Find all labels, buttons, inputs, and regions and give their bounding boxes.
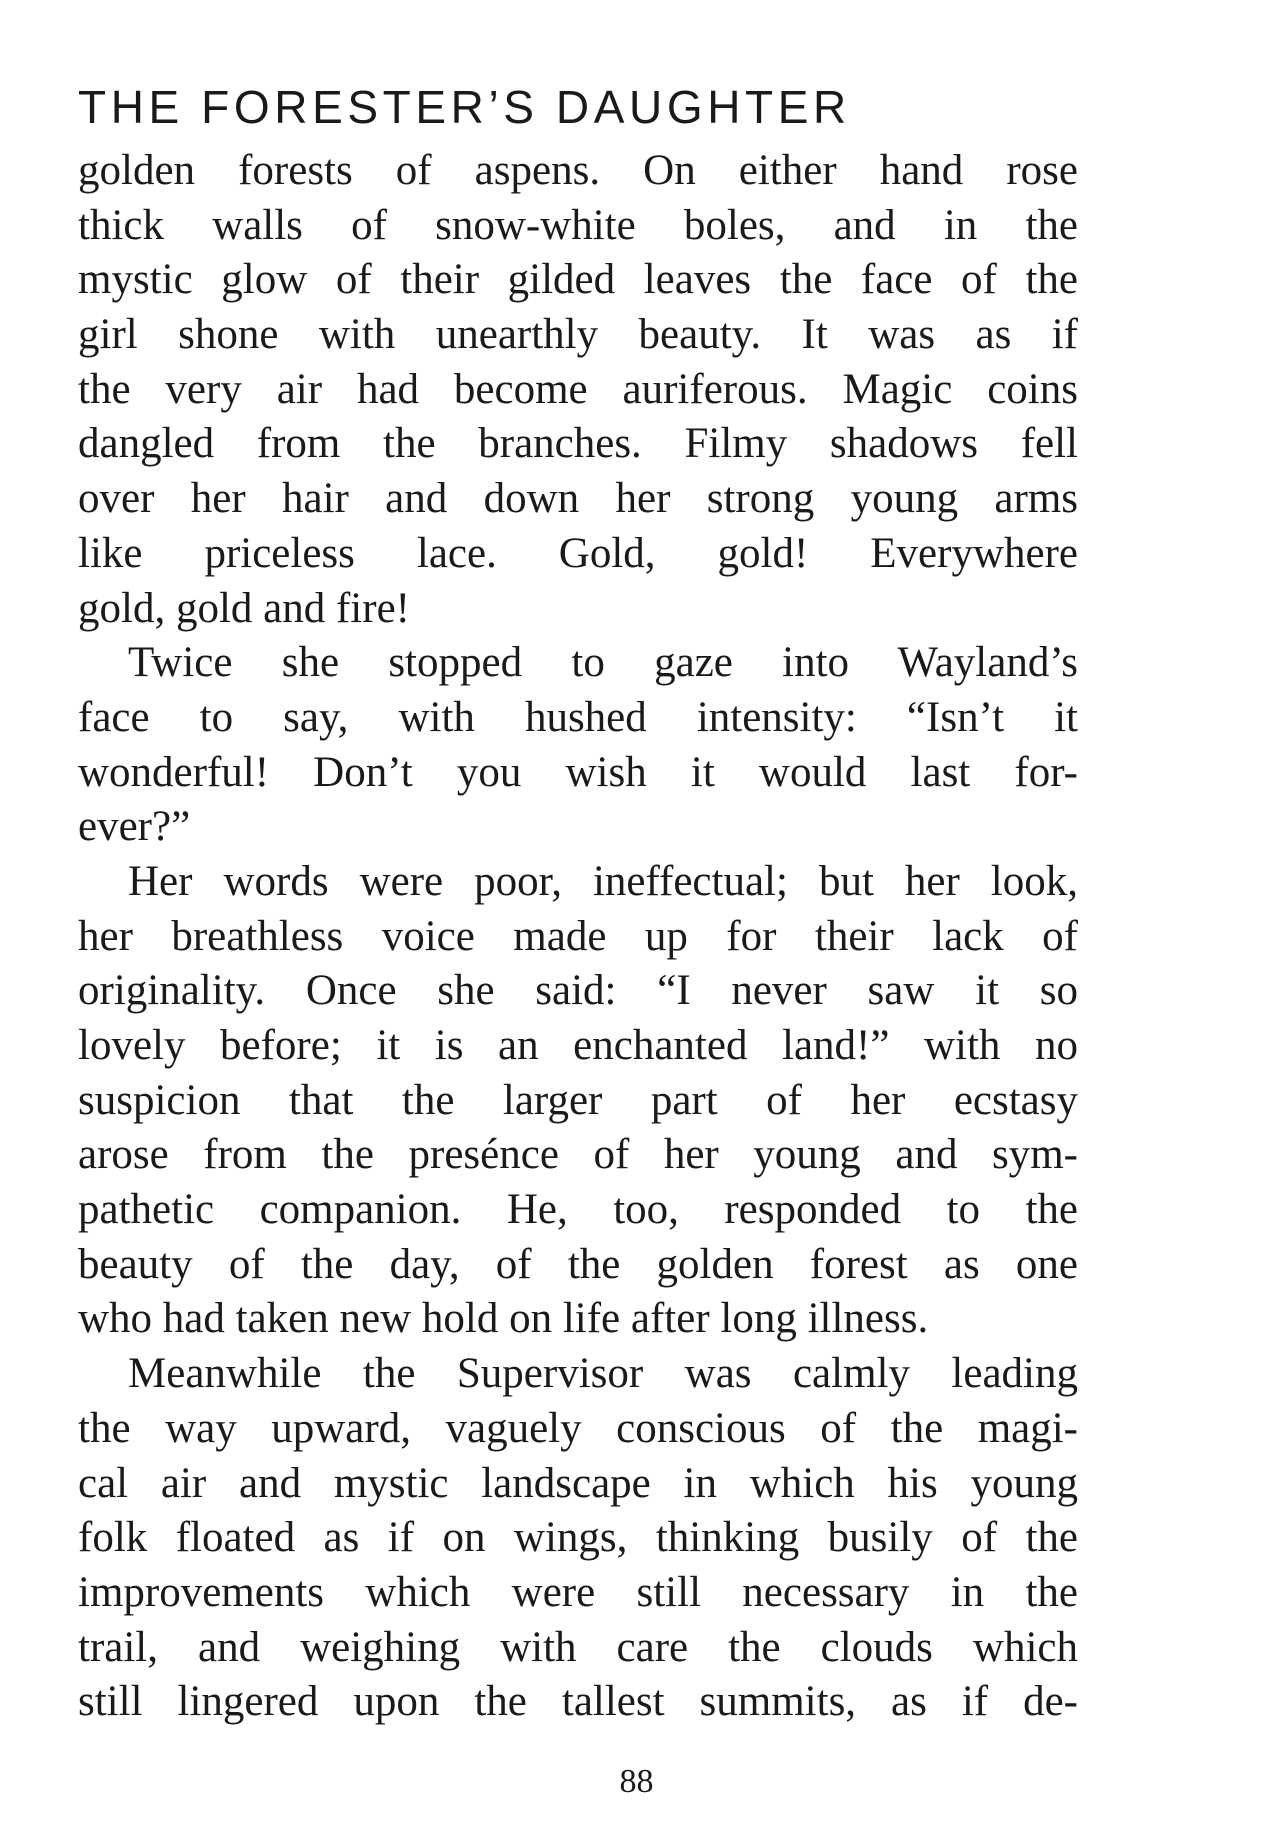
text-line: lovely before; it is an enchanted land!” with no xyxy=(78,1022,1078,1069)
text-line: arose from the presénce of her young and sym- xyxy=(78,1131,1078,1179)
text-line: golden forests of aspens. On either hand rose xyxy=(78,147,1078,194)
text-line: trail, and weighing with care the clouds which xyxy=(78,1623,1078,1671)
paragraph-2 xyxy=(78,636,1078,855)
text-line: face to say, with hushed intensity: “Isn’t it xyxy=(78,693,1078,741)
text-line: over her hair and down her strong young arms xyxy=(78,475,1078,523)
text-line: who had taken new hold on life after long illness. xyxy=(78,1295,929,1343)
text-line: thick walls of snow-white boles, and in the xyxy=(78,201,1078,249)
text-line: wonderful! Don’t you wish it would last for- xyxy=(78,748,1078,796)
text-line: Her words were poor, ineffectual; but her look, xyxy=(128,857,1078,905)
text-line: ever?” xyxy=(78,803,191,851)
text-line: beauty of the day, of the golden forest as one xyxy=(78,1240,1078,1288)
paragraph-3 xyxy=(78,855,1078,1347)
text-line: improvements which were still necessary in the xyxy=(78,1568,1078,1616)
text-line: cal air and mystic landscape in which his young xyxy=(78,1459,1078,1507)
text-line: dangled from the branches. Filmy shadows fell xyxy=(78,420,1078,468)
text-line: her breathless voice made up for their lack of xyxy=(78,912,1078,960)
text-line: originality. Once she said: “I never saw it so xyxy=(78,967,1078,1015)
text-line: girl shone with unearthly beauty. It was as if xyxy=(78,311,1078,359)
text-line: gold, gold and fire! xyxy=(78,584,410,632)
paragraph-1 xyxy=(78,144,1078,636)
text-line: mystic glow of their gilded leaves the face of the xyxy=(78,256,1078,304)
text-line: the way upward, vaguely conscious of the magi- xyxy=(78,1404,1078,1452)
book-page xyxy=(78,80,1078,1730)
text-line: the very air had become auriferous. Magic coins xyxy=(78,365,1078,413)
text-line: Meanwhile the Supervisor was calmly leading xyxy=(128,1350,1078,1398)
running-head: THE FORESTER’S DAUGHTER xyxy=(78,81,851,133)
text-line: pathetic companion. He, too, responded to the xyxy=(78,1186,1078,1234)
page-number: 88 xyxy=(619,1763,654,1800)
text-line: folk floated as if on wings, thinking busily of the xyxy=(78,1514,1078,1562)
text-line: Twice she stopped to gaze into Wayland’s xyxy=(128,639,1078,687)
text-line: like priceless lace. Gold, gold! Everywhere xyxy=(78,529,1078,577)
text-line: suspicion that the larger part of her ecstasy xyxy=(78,1076,1078,1124)
paragraph-4 xyxy=(78,1347,1078,1730)
text-line: still lingered upon the tallest summits, as if de- xyxy=(78,1678,1078,1726)
